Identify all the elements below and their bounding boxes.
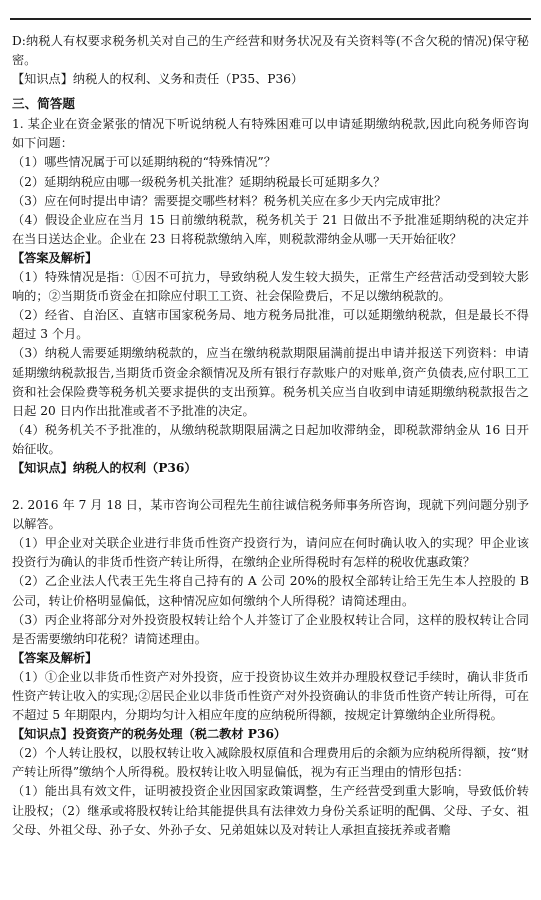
- section-title: 三、简答题: [12, 96, 75, 112]
- answer-2-1: （1）①企业以非货币性资产对外投资，应于投资协议生效并办理股权登记手续时，确认非货币性资产转让收入的实现;②居民企业以非货币性资产对外投资确认的非货币性资产转让所得，可在不超过 5 年期限内，分期均匀计入相应年度的应纳税所得额，按规定计算缴纳企业所得税。: [12, 669, 529, 723]
- knowledge-point: 【知识点】纳税人的权利、义务和责任（P35、P36）: [12, 72, 304, 87]
- question-1-sub-4: （4）假设企业应在当月 15 日前缴纳税款，税务机关于 21 日做出不予批准延期纳税的决定并在当日送达企业。企业在 23 日将税款缴纳入库，则税款滞纳金从哪一天开始征收？: [12, 212, 529, 246]
- answer-1-1: （1）特殊情况是指：①因不可抗力，导致纳税人发生较大损失，正常生产经营活动受到较大影响的；②当期货币资金在扣除应付职工工资、社会保险费后，不足以缴纳税款的。: [12, 270, 529, 304]
- question-1-sub-1: （1）哪些情况属于可以延期纳税的“特殊情况”？: [12, 155, 276, 170]
- knowledge-point: 【知识点】投资资产的税务处理（税二教材 P36）: [12, 727, 287, 742]
- answer-1-4: （4）税务机关不予批准的，从缴纳税款期限届满之日起加收滞纳金，即税款滞纳金从 16 日开始征收。: [12, 422, 529, 456]
- question-1-stem: 1. 某企业在资金紧张的情况下听说纳税人有特殊困难可以申请延期缴纳税款,因此向税务师咨询如下问题：: [12, 117, 529, 151]
- question-2-sub-1: （1）甲企业对关联企业进行非货币性资产投资行为，请问应在何时确认收入的实现？甲企业该投资行为确认的非货币性资产转让所得，在缴纳企业所得税时有怎样的税收优惠政策？: [12, 536, 529, 570]
- question-1-sub-2: （2）延期纳税应由哪一级税务机关批准？延期纳税最长可延期多久？: [12, 174, 386, 189]
- option-d: D:纳税人有权要求税务机关对自己的生产经营和财务状况及有关资料等(不含欠税的情况)保守秘密。: [12, 34, 529, 68]
- answer-1-3: （3）纳税人需要延期缴纳税款的，应当在缴纳税款期限届满前提出申请并报送下列资料：申请延期缴纳税款报告,当期货币资金余额情况及所有银行存款账户的对账单,资产负债表,应付职工工资和社会保险费等税务机关要求提供的支出预算。税务机关应当自收到申请延期缴纳税款报告之日起 20 日内作出批准或者不予批准的决定。: [12, 346, 529, 418]
- answer-2-2: （2）个人转让股权，以股权转让收入减除股权原值和合理费用后的余额为应纳税所得额，按“财产转让所得”缴纳个人所得税。股权转让收入明显偏低，视为有正当理由的情形包括：: [12, 746, 529, 780]
- answer-header: 【答案及解析】: [12, 250, 98, 265]
- top-rule: [10, 18, 531, 20]
- document-page: [12, 32, 529, 840]
- question-2-sub-2: （2）乙企业法人代表王先生将自己持有的 A 公司 20%的股权全部转让给王先生本人控股的 B 公司，转让价格明显偏低，这种情况应如何缴纳个人所得税？请简述理由。: [12, 574, 529, 608]
- question-1-sub-3: （3）应在何时提出申请？需要提交哪些材料？税务机关应在多少天内完成审批？: [12, 193, 447, 208]
- answer-header: 【答案及解析】: [12, 650, 98, 665]
- spacer: [12, 478, 529, 496]
- answer-1-2: （2）经省、自治区、直辖市国家税务局、地方税务局批准，可以延期缴纳税款，但是最长不得超过 3 个月。: [12, 308, 529, 342]
- question-2-sub-3: （3）丙企业将部分对外投资股权转让给个人并签订了企业股权转让合同，这样的股权转让合同是否需要缴纳印花税？请简述理由。: [12, 612, 529, 646]
- question-2-stem: 2. 2016 年 7 月 18 日，某市咨询公司程先生前往诚信税务师事务所咨询，现就下列问题分别予以解答。: [12, 498, 529, 532]
- answer-2-2-continued: （1）能出具有效文件，证明被投资企业因国家政策调整，生产经营受到重大影响，导致低价转让股权；（2）继承或将股权转让给其能提供具有法律效力身份关系证明的配偶、父母、子女、祖父母、外祖父母、孙子女、外孙子女、兄弟姐妹以及对转让人承担直接抚养或者赡: [12, 784, 529, 837]
- knowledge-point: 【知识点】纳税人的权利（P36）: [12, 460, 197, 475]
